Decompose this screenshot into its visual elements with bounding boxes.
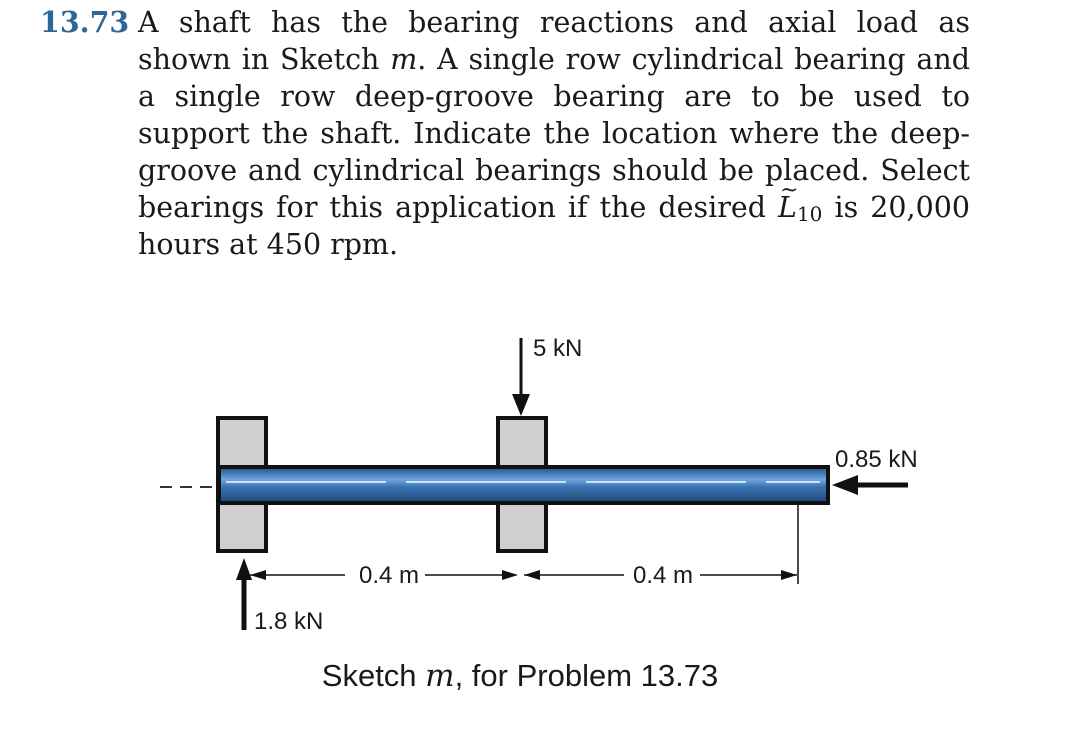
- problem-text-part3: is 20,000 hours at 450 rpm.: [138, 191, 970, 261]
- axial-load-label: 0.85 kN: [835, 446, 918, 473]
- dim-left-arrow-end: [502, 570, 518, 580]
- dim-right-arrow-end: [781, 570, 797, 580]
- dim-left-arrow-start: [250, 570, 266, 580]
- sketch-symbol: m: [390, 43, 418, 76]
- problem-number: 13.73: [40, 5, 130, 39]
- caption-suffix: , for Problem 13.73: [454, 658, 719, 693]
- shaft-sketch: [0, 310, 1080, 660]
- reaction-label: 1.8 kN: [254, 608, 324, 635]
- top-load-arrowhead: [512, 394, 530, 416]
- life-subscript: 10: [796, 202, 823, 226]
- caption-prefix: Sketch: [321, 658, 426, 693]
- life-symbol: ~ L: [778, 191, 797, 224]
- problem-text-part2: . A single row cylindrical bearing and a single row deep-groove bearing are to be used to support the shaft. Indicate the location where the deep-groove and cylindrical bearings should be placed. Select bearings for this application if the desired: [138, 43, 970, 224]
- axial-load-arrowhead: [832, 475, 858, 495]
- problem-text: [138, 4, 970, 263]
- caption-symbol: m: [425, 658, 455, 694]
- dim-left-label: 0.4 m: [359, 562, 420, 589]
- shaft: [219, 467, 828, 503]
- sketch-caption: [0, 658, 1080, 694]
- dim-right-label: 0.4 m: [633, 562, 694, 589]
- dim-right-arrow-start: [524, 570, 540, 580]
- problem-statement: [40, 4, 970, 263]
- top-load-label: 5 kN: [533, 335, 583, 362]
- reaction-arrowhead: [236, 558, 252, 580]
- problem-text-part1: A shaft has the bearing reactions and axial load as shown in Sketch: [138, 6, 970, 76]
